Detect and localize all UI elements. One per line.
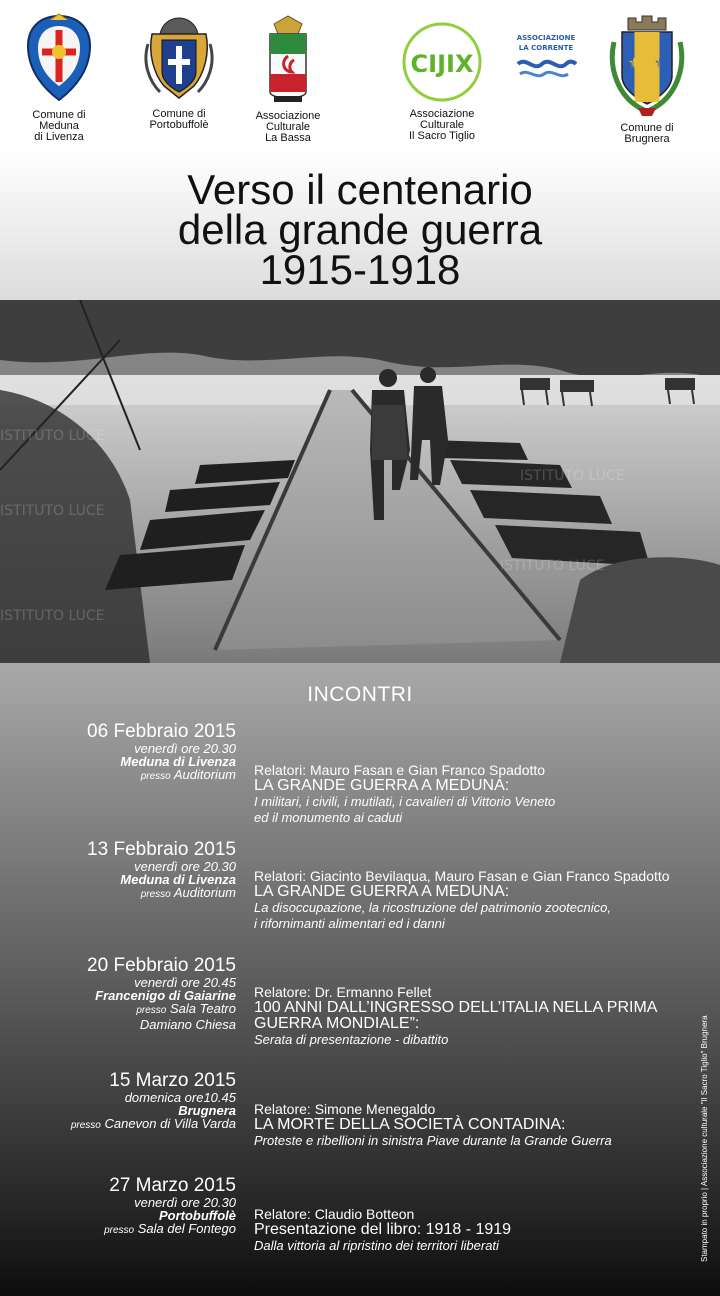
event-venue: presso Sala Teatro — [136, 1001, 236, 1016]
event-talk-title: LA GRANDE GUERRA A MEDUNA: — [254, 883, 510, 900]
pontoon-bridge-photo — [0, 300, 720, 663]
event-venue: presso Canevon di Villa Varda — [70, 1116, 236, 1131]
event-time: venerdì ore 20.30 — [134, 1195, 236, 1210]
event-subtitle: Dalla vittoria al ripristino dei territori liberati — [254, 1238, 499, 1253]
logo-sacro-tiglio-caption: Associazione Culturale Il Sacro Tiglio — [408, 108, 476, 142]
event-4-details — [254, 1101, 714, 1149]
logo-meduna — [20, 12, 98, 143]
event-date: 06 Febbraio 2015 — [87, 721, 236, 742]
event-venue-2: Damiano Chiesa — [139, 1017, 236, 1032]
event-time: domenica ore10.45 — [124, 1090, 236, 1105]
event-place: Meduna di Livenza — [120, 754, 236, 769]
event-place: Brugnera — [178, 1103, 236, 1118]
event-date: 20 Febbraio 2015 — [87, 955, 236, 976]
event-3-info — [87, 956, 236, 1032]
print-note: Stampato in proprio | Associazione culturale "Il Sacro Tiglio" Brugnera — [700, 1015, 709, 1262]
event-speakers: Relatore: Dr. Ermanno Fellet — [254, 984, 432, 1000]
sacro-tiglio-emblem-text: CIJIX — [410, 50, 474, 78]
event-subtitle: La disoccupazione, la ricostruzione del patrimonio zootecnico, — [254, 900, 611, 915]
event-5-info — [104, 1176, 236, 1238]
event-time: venerdì ore 20.30 — [134, 741, 236, 756]
logo-meduna-caption: Comune di Meduna di Livenza — [32, 109, 86, 143]
event-speakers: Relatori: Giacinto Bevilaqua, Mauro Fasan e Gian Franco Spadotto — [254, 868, 670, 884]
brugnera-crest-icon — [604, 12, 690, 120]
sacro-tiglio-emblem-icon — [396, 20, 488, 106]
event-venue: presso Auditorium — [140, 767, 236, 782]
page-title — [0, 166, 720, 293]
svg-text:⚜: ⚜ — [653, 55, 667, 71]
event-talk-title: Presentazione del libro: 1918 - 1919 — [254, 1221, 512, 1238]
svg-text:⚜: ⚜ — [627, 55, 641, 71]
logo-sacro-tiglio — [396, 20, 488, 142]
event-1-info — [87, 722, 236, 784]
logo-la-corrente — [512, 30, 580, 89]
event-place: Meduna di Livenza — [120, 872, 236, 887]
event-2-info — [87, 840, 236, 902]
event-talk-title: LA GRANDE GUERRA A MEDUNA: — [254, 777, 510, 794]
meduna-crest-icon — [20, 12, 98, 107]
event-subtitle: Proteste e ribellioni in sinistra Piave durante la Grande Guerra — [254, 1133, 612, 1148]
event-subtitle-2: i rifornimanti alimentari ed i danni — [254, 916, 445, 931]
watermark-5: ISTITUTO LUCE — [500, 558, 605, 574]
watermark-2: ISTITUTO LUCE — [0, 503, 105, 519]
event-talk-title-2: GUERRA MONDIALE”: — [254, 1015, 420, 1032]
event-time: venerdì ore 20.45 — [134, 975, 236, 990]
logo-la-bassa-caption: Associazione Culturale La Bassa — [255, 110, 321, 144]
logo-portobuffole — [140, 14, 218, 131]
event-2-details — [254, 868, 714, 932]
event-speakers: Relatore: Claudio Botteon — [254, 1206, 415, 1222]
event-speakers: Relatori: Mauro Fasan e Gian Franco Spadotto — [254, 762, 546, 778]
event-speakers: Relatore: Simone Menegaldo — [254, 1101, 436, 1117]
event-date: 13 Febbraio 2015 — [87, 839, 236, 860]
event-5-details — [254, 1206, 714, 1254]
portobuffole-crest-icon — [140, 14, 218, 106]
header — [0, 0, 720, 300]
event-place: Francenigo di Gaiarine — [95, 988, 236, 1003]
logo-brugnera-caption: Comune di Brugnera — [620, 122, 674, 145]
logo-brugnera — [604, 12, 690, 145]
event-date: 27 Marzo 2015 — [109, 1175, 236, 1196]
event-subtitle: I militari, i civili, i mutilati, i cavalieri di Vittorio Veneto — [254, 794, 556, 809]
watermark-3: ISTITUTO LUCE — [0, 608, 105, 624]
la-corrente-line1: ASSOCIAZIONE — [516, 34, 576, 42]
event-venue: presso Sala del Fontego — [104, 1221, 236, 1236]
section-title: INCONTRI — [307, 683, 413, 706]
watermark-4: ISTITUTO LUCE — [520, 468, 625, 484]
title-line-1: Verso il centenario — [187, 166, 533, 213]
logo-portobuffole-caption: Comune di Portobuffolè — [149, 108, 209, 131]
event-subtitle: Serata di presentazione - dibattito — [254, 1032, 449, 1047]
logo-la-bassa — [244, 12, 332, 144]
watermark-1: ISTITUTO LUCE — [0, 428, 105, 444]
title-line-2: della grande guerra — [177, 206, 543, 253]
event-date: 15 Marzo 2015 — [109, 1070, 236, 1091]
event-4-info — [71, 1071, 236, 1133]
event-talk-title: LA MORTE DELLA SOCIETÀ CONTADINA: — [254, 1116, 566, 1133]
event-place: Portobuffolè — [158, 1208, 236, 1223]
la-bassa-emblem-icon — [244, 12, 332, 108]
la-corrente-line2: LA CORRENTE — [518, 44, 574, 52]
la-corrente-wave-icon — [512, 30, 580, 86]
event-venue: presso Auditorium — [140, 885, 236, 900]
title-line-3: 1915-1918 — [259, 246, 461, 293]
event-talk-title: 100 ANNI DALL’INGRESSO DELL’ITALIA NELLA PRIMA — [254, 999, 658, 1016]
event-3-details — [254, 984, 714, 1048]
event-subtitle-2: ed il monumento ai caduti — [254, 810, 403, 825]
historic-photo — [0, 300, 720, 663]
event-time: venerdì ore 20.30 — [134, 859, 236, 874]
event-1-details — [254, 762, 714, 826]
